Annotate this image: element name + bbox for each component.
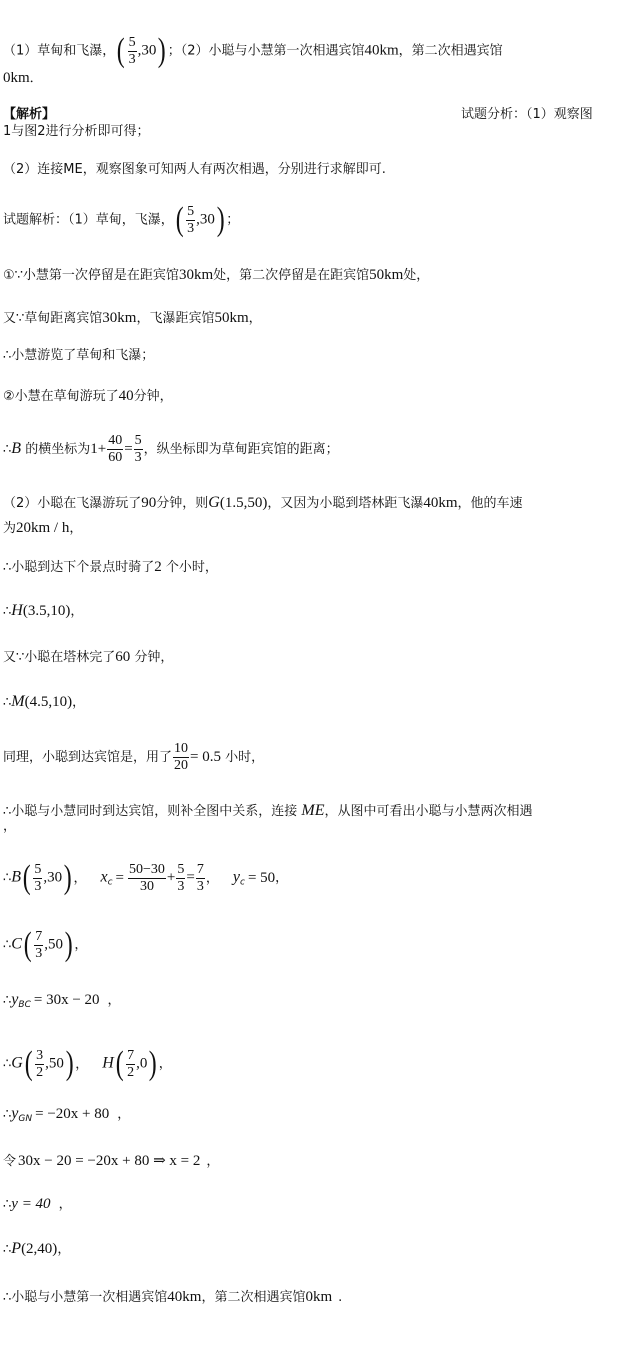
solution-text: ②小慧在草甸游玩了	[3, 389, 119, 404]
therefore-symbol: ∴	[3, 937, 12, 953]
solution-line-6	[3, 433, 339, 466]
equals-sign: =	[115, 869, 125, 886]
distance-value: 0km	[3, 70, 30, 86]
distance-value: 50km	[369, 267, 404, 283]
solution-text: ，又因为小聪到塔林距飞瀑	[267, 496, 424, 511]
math-term: = 0.5	[190, 749, 221, 765]
analysis-text: 1与图2进行分析即可得；	[3, 124, 150, 139]
distance-value: 50km	[214, 310, 249, 326]
solution-text: 处，第二次停留是在距宾馆	[213, 268, 370, 283]
solution-text: 分钟，则	[156, 496, 209, 511]
therefore-symbol: ∴	[3, 1056, 12, 1072]
solution-text: 的横坐标为	[25, 442, 91, 457]
equation: y = 40	[11, 1196, 51, 1212]
therefore-symbol: ∴	[3, 1197, 12, 1212]
fraction-7-2: $\frac{7}{2}$	[127, 1047, 135, 1080]
solution-line-7	[3, 494, 523, 513]
math-term: 1+	[90, 441, 107, 457]
solution-text: 令	[3, 1154, 17, 1169]
solution-text: ，他的车速	[457, 496, 523, 511]
fraction-5-3: $\frac{5}{3}$	[177, 861, 185, 894]
solution-text: ，	[72, 695, 86, 710]
left-paren: (	[23, 926, 32, 963]
solution-text: ，	[58, 1197, 72, 1212]
solution-line-19	[3, 1046, 172, 1082]
point-y: ,30	[196, 211, 215, 228]
fraction-7-3: $\frac{7}{3}$	[35, 928, 43, 961]
left-paren: (	[116, 32, 125, 69]
solution-text: 又∵小聪在塔林完了	[3, 650, 116, 665]
solution-text: ，	[248, 311, 262, 326]
fraction-7-3: $\frac{7}{3}$	[196, 861, 204, 894]
solution-text: 个小时，	[165, 560, 218, 575]
solution-text: ，	[117, 1107, 131, 1122]
equation: = 30x − 20	[33, 992, 100, 1008]
solution-line-8	[3, 519, 82, 538]
distance-value: 0km	[305, 1289, 333, 1305]
left-paren: (	[24, 1045, 33, 1082]
plus-sign: +	[166, 869, 176, 886]
solution-text: ，	[205, 870, 219, 886]
answer-line-1	[3, 33, 503, 69]
left-paren: (	[115, 1045, 124, 1082]
point-coords: (1.5,50)	[219, 495, 268, 511]
answer-part1: （1）草甸和飞瀑，	[3, 43, 116, 59]
solution-text: ，	[275, 870, 289, 886]
solution-text: 小时，	[225, 750, 265, 765]
minutes-value: 60	[115, 649, 131, 665]
fraction-5-3: $\frac{5}{3}$	[34, 861, 42, 894]
equation: 30x − 20 = −20x + 80 ⇒ x = 2	[18, 1153, 201, 1169]
subscript: GN	[18, 1114, 33, 1124]
minutes-value: 90	[141, 495, 157, 511]
hours-value: 2	[154, 559, 162, 575]
equals-sign: =	[186, 869, 195, 886]
fraction-40-60: $\frac{40}{60}$	[108, 433, 123, 465]
solution-text: 分钟，	[134, 650, 174, 665]
solution-line-14	[3, 802, 533, 821]
right-paren: )	[216, 201, 225, 238]
analysis-line-3	[3, 161, 386, 179]
solution-text: ，	[107, 993, 121, 1008]
solution-text: ，	[70, 604, 84, 619]
solution-line-9	[3, 558, 218, 577]
therefore-symbol: ∴	[3, 1107, 12, 1122]
answer-line-2	[3, 69, 43, 88]
point-y: ,30	[137, 42, 157, 59]
point-y: ,50	[44, 936, 64, 953]
analysis-tag: 【解析】	[3, 107, 56, 122]
point-coords: (4.5,10)	[24, 694, 73, 710]
therefore-symbol: ∴	[3, 870, 12, 886]
subscript: c	[239, 877, 245, 888]
period: .	[338, 1290, 343, 1305]
solution-text: ∴小聪与小慧同时到达宾馆，则补全图中关系，连接	[3, 804, 298, 819]
solution-text: ，	[158, 1056, 172, 1072]
solution-line-16	[3, 860, 288, 896]
solution-line-2	[3, 266, 429, 285]
solution-line-5	[3, 387, 173, 406]
distance-value: 40km	[167, 1289, 202, 1305]
math-variable: y	[11, 991, 19, 1008]
point-label: G	[11, 1054, 23, 1072]
solution-text: ，飞瀑距宾馆	[136, 311, 215, 326]
answer-part3: ，第二次相遇宾馆	[398, 43, 503, 59]
subscript: c	[107, 877, 113, 888]
analysis-line-2	[3, 123, 150, 141]
solution-line-11	[3, 648, 173, 667]
solution-text: 同理，小聪到达宾馆是，用了	[3, 750, 173, 765]
solution-text: 又∵草甸距离宾馆	[3, 311, 103, 326]
point-label: C	[11, 935, 22, 953]
analysis-text: （2）连接ME，观察图象可知两人有两次相遇，分别进行求解即可.	[3, 162, 386, 177]
therefore-symbol: ∴	[3, 1242, 12, 1257]
subscript: BC	[18, 1000, 31, 1010]
analysis-intro: 试题分析：（1）观察图	[461, 107, 593, 122]
solution-text: ，	[3, 819, 17, 834]
therefore-symbol: ∴	[3, 993, 12, 1008]
right-paren: )	[149, 1045, 158, 1082]
point-label: H	[11, 602, 23, 619]
fraction-5-3: $\frac{5}{3}$	[128, 34, 136, 67]
therefore-symbol: ∴	[3, 695, 12, 710]
fraction-diff: $\frac{50-30}{30}$	[129, 861, 165, 894]
solution-text: 分钟，	[133, 389, 173, 404]
solution-line-21	[3, 1152, 219, 1171]
analysis-header	[3, 106, 621, 124]
point-coords: (3.5,10)	[22, 603, 71, 619]
point-label: B	[11, 868, 22, 886]
math-variable: x	[100, 868, 108, 886]
solution-text: 为	[3, 521, 17, 536]
solution-line-18	[3, 991, 121, 1014]
point-label: G	[208, 494, 220, 511]
math-term: = 50	[247, 869, 276, 886]
right-paren: )	[65, 1045, 74, 1082]
segment-label: ME	[301, 802, 325, 819]
solution-text: ，	[73, 870, 87, 886]
solution-line-17	[3, 927, 87, 963]
solution-line-4	[3, 347, 154, 365]
speed-value: 20km / h	[16, 520, 70, 536]
solution-line-1	[3, 202, 239, 238]
solution-line-12	[3, 693, 85, 712]
point-label: H	[102, 1054, 114, 1072]
solution-line-15	[3, 818, 16, 836]
therefore-symbol: ∴	[3, 604, 12, 619]
right-paren: )	[64, 926, 73, 963]
solution-line-3	[3, 309, 262, 328]
solution-text: ，	[74, 937, 88, 953]
right-paren: )	[63, 859, 72, 896]
period: ．	[29, 71, 43, 86]
right-paren: )	[158, 32, 166, 69]
solution-line-20	[3, 1105, 130, 1128]
equals-sign: =	[124, 441, 133, 457]
solution-text: ，	[75, 1056, 89, 1072]
point-y: ,50	[45, 1055, 64, 1072]
solution-line-23	[3, 1240, 70, 1259]
fraction-5-3: $\frac{5}{3}$	[187, 203, 195, 236]
solution-text: ，	[206, 1154, 220, 1169]
solution-text: ，	[57, 1242, 71, 1257]
answer-part2: ；（2）小聪与小慧第一次相遇宾馆	[167, 43, 365, 59]
solution-text: 试题解析：（1）草甸，飞瀑，	[3, 212, 174, 228]
distance-value: 40km	[364, 42, 399, 59]
equation: = −20x + 80	[35, 1106, 110, 1122]
solution-text: 处，	[403, 268, 430, 283]
solution-text: ，	[69, 521, 83, 536]
point-y: ,30	[43, 869, 63, 886]
distance-value: 40km	[423, 495, 458, 511]
solution-line-13	[3, 741, 264, 774]
distance-value: 30km	[102, 310, 137, 326]
minutes-value: 40	[118, 388, 134, 404]
solution-text: ∴小慧游览了草甸和飞瀑；	[3, 348, 155, 363]
math-variable: y	[232, 868, 240, 886]
point-y: ,0	[136, 1055, 148, 1072]
math-variable: y	[11, 1105, 19, 1122]
distance-value: 30km	[178, 267, 214, 283]
point-label: P	[11, 1240, 22, 1257]
solution-line-24	[3, 1288, 342, 1307]
solution-line-10	[3, 602, 83, 621]
solution-text: ；	[226, 212, 240, 228]
point-label: B	[11, 440, 22, 457]
solution-text: ∴小聪到达下个景点时骑了	[3, 560, 155, 575]
solution-text: （2）小聪在飞瀑游玩了	[3, 496, 142, 511]
solution-line-22	[3, 1195, 72, 1214]
solution-text: ①∵小慧第一次停留是在距宾馆	[3, 268, 179, 283]
fraction-5-3: $\frac{5}{3}$	[134, 433, 142, 465]
solution-text: ，纵坐标即为草甸距宾馆的距离；	[143, 442, 339, 457]
fraction-10-20: $\frac{10}{20}$	[174, 741, 189, 773]
fraction-3-2: $\frac{3}{2}$	[36, 1047, 44, 1080]
therefore-symbol: ∴	[3, 442, 12, 457]
solution-text: ，从图中可看出小聪与小慧两次相遇	[324, 804, 533, 819]
point-coords: (2,40)	[21, 1241, 58, 1257]
solution-text: ∴小聪与小慧第一次相遇宾馆	[3, 1290, 168, 1305]
left-paren: (	[22, 859, 31, 896]
left-paren: (	[175, 201, 184, 238]
point-label: M	[11, 693, 25, 710]
solution-text: ，第二次相遇宾馆	[201, 1290, 306, 1305]
